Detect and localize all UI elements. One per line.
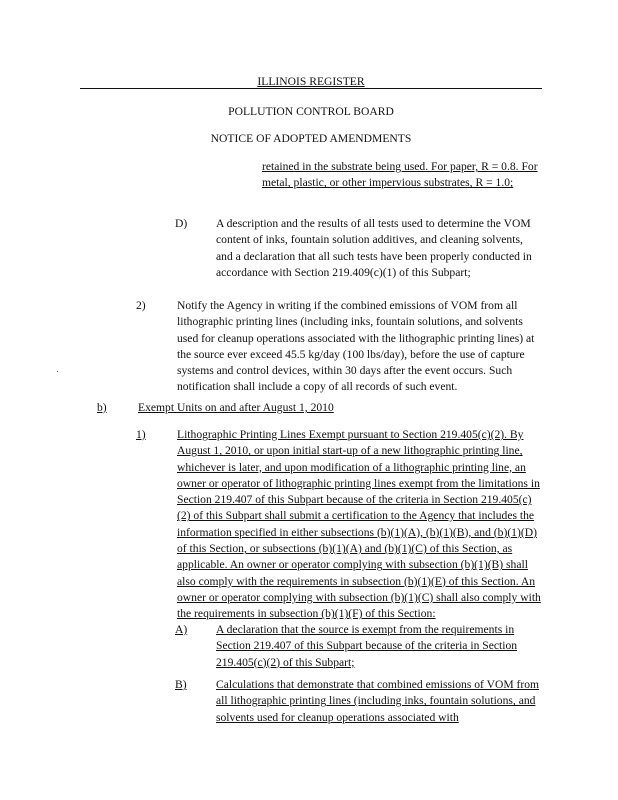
item-1-text: Lithographic Printing Lines Exempt pursuant to Section 219.405(c)(2). By August 1, 2010, or upon initial start-up of a new lithographic printing line, whichever is later, and upon modification of a lithographic printing line, an owner or operator of lithographic printing lines exempt from the limitations in Section 219.407 of this Subpart because of the criteria in Section 219.405(c)(2) of this Subpart shall submit a certification to the Agency that includes the information specified in either subsections (b)(1)(A), (b)(1)(B), and (b)(1)(D) of this Section, or subsections (b)(1)(A) and (b)(1)(C) of this Section, as applicable. An owner or operator complying with subsection (b)(1)(B) shall also comply with the requirements in subsection (b)(1)(E) of this Section. An owner or operator complying with subsection (b)(1)(C) shall also comply with the requirements in subsection (b)(1)(F) of this Section: bbox=[177, 428, 541, 621]
section-b-label: b) bbox=[97, 401, 107, 414]
item-1-label: 1) bbox=[136, 428, 146, 441]
register-title: ILLINOIS REGISTER bbox=[257, 75, 365, 88]
board-title: POLLUTION CONTROL BOARD bbox=[228, 105, 394, 118]
item-d-text: A description and the results of all tests used to determine the VOM content of inks, fountain solution additives, and cleaning solvents, and a declaration that all such tests have been properly conducted in accordance with Section 219.409(c)(1) of this Subpart; bbox=[216, 217, 532, 279]
item-2-text: Notify the Agency in writing if the combined emissions of VOM from all lithographic printing lines (including inks, fountain solutions, and solvents used for cleanup operations associated with the lithographic printing lines) at the source ever exceed 45.5 kg/day (100 lbs/day), before the use of capture systems and control devices, within 30 days after the event occurs. Such notification shall include a copy of all records of such event. bbox=[177, 299, 535, 394]
notice-title: NOTICE OF ADOPTED AMENDMENTS bbox=[210, 132, 412, 145]
item-d-label: D) bbox=[175, 217, 188, 230]
scan-speck bbox=[57, 371, 58, 372]
item-2-label: 2) bbox=[136, 299, 146, 312]
item-b-label: B) bbox=[175, 678, 187, 691]
item-a-label: A) bbox=[175, 623, 188, 636]
section-b-heading: Exempt Units on and after August 1, 2010 bbox=[138, 401, 334, 414]
header-rule bbox=[80, 88, 542, 89]
continued-text: retained in the substrate being used. For paper, R = 0.8. For metal, plastic, or other impervious substrates, R = 1.0; bbox=[262, 160, 538, 190]
item-b-text: Calculations that demonstrate that combined emissions of VOM from all lithographic printing lines (including inks, fountain solutions, and solvents used for cleanup operations associated with bbox=[216, 678, 540, 724]
item-a-text: A declaration that the source is exempt from the requirements in Section 219.407 of this Subpart because of the criteria in Section 219.405(c)(2) of this Subpart; bbox=[216, 623, 518, 669]
